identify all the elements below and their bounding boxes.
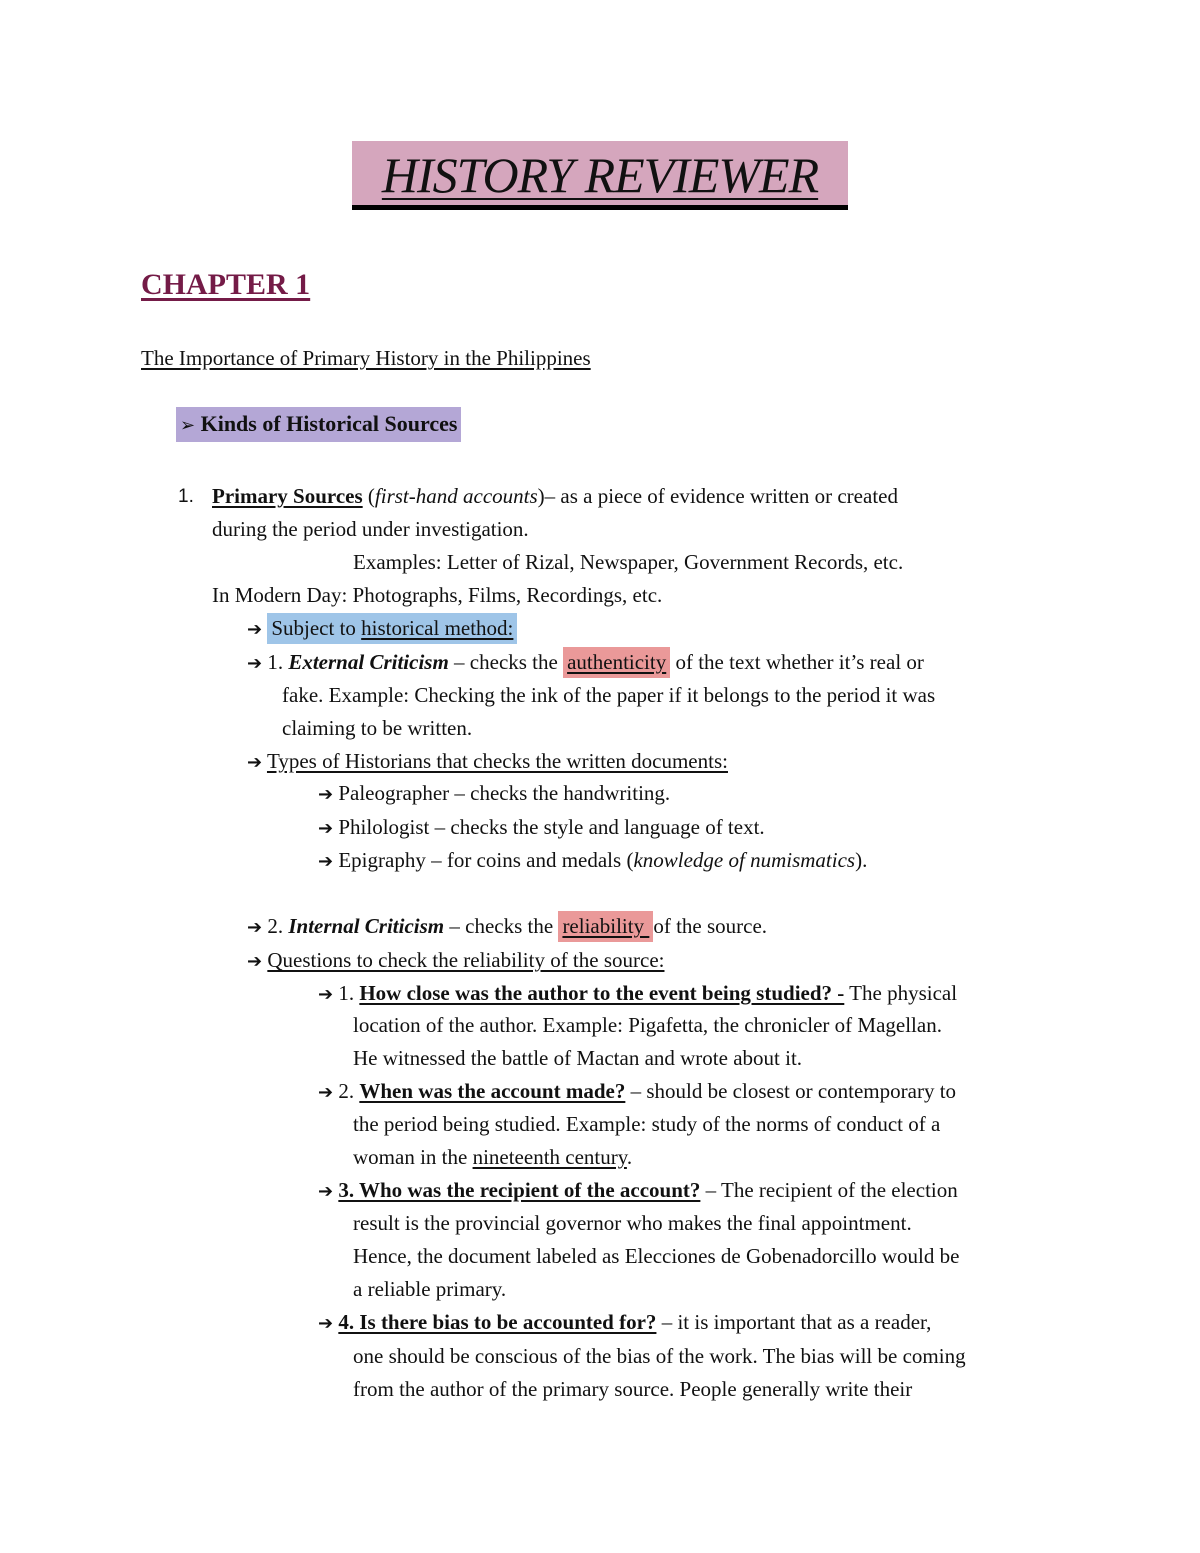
- arrow-icon: ➔: [318, 818, 334, 839]
- primary-sources-line: [212, 484, 898, 508]
- philologist-item: [318, 815, 765, 841]
- question-3-line: [318, 1178, 958, 1204]
- arrow-icon: ➔: [247, 917, 263, 938]
- authenticity-highlight: authenticity: [563, 647, 670, 678]
- q1-rest: The physical: [844, 981, 958, 1005]
- arrow-icon: ➔: [247, 951, 263, 972]
- q2-line3-end: .: [626, 1145, 633, 1169]
- historical-method-text: historical method:: [361, 616, 514, 640]
- arrow-icon: ➔: [247, 619, 263, 640]
- nineteenth-century-text: nineteenth century: [472, 1145, 627, 1169]
- q1-line2: location of the author. Example: Pigafetta, the chronicler of Magellan.: [353, 1013, 942, 1037]
- primary-sources-line2: during the period under investigation.: [212, 517, 529, 541]
- q3-line3: Hence, the document labeled as Elecciones de Gobenadorcillo would be: [353, 1244, 960, 1268]
- arrow-icon: ➔: [318, 784, 334, 805]
- paleographer-text: Paleographer – checks the handwriting.: [338, 781, 671, 805]
- q2-line2: the period being studied. Example: study of the norms of conduct of a: [353, 1112, 941, 1136]
- q2-line3: [353, 1145, 632, 1169]
- question-4: 4. Is there bias to be accounted for?: [338, 1310, 657, 1334]
- examples-line: Examples: Letter of Rizal, Newspaper, Government Records, etc.: [353, 550, 904, 574]
- question-2: When was the account made?: [359, 1079, 626, 1103]
- arrow-icon: ➔: [318, 851, 334, 872]
- primary-sources-note: first-hand accounts: [374, 484, 538, 508]
- external-mid: – checks the: [448, 650, 564, 674]
- primary-sources-rest: )– as a piece of evidence written or created: [537, 484, 898, 508]
- question-1-line: [318, 981, 957, 1007]
- bullet-arrow-icon: ➢: [180, 415, 196, 436]
- q3-line2: result is the provincial governor who makes the final appointment.: [353, 1211, 912, 1235]
- external-line3: claiming to be written.: [282, 716, 473, 740]
- chapter-heading: CHAPTER 1: [141, 268, 311, 301]
- internal-num: 2.: [267, 914, 289, 938]
- subject-line: [247, 616, 517, 642]
- paren-open: (: [362, 484, 375, 508]
- historians-heading: Types of Historians that checks the written documents:: [266, 749, 728, 773]
- q2-num: 2.: [338, 1079, 360, 1103]
- questions-heading: Questions to check the reliability of the source:: [267, 948, 665, 972]
- external-criticism-line: [247, 650, 924, 676]
- section-subtitle: The Importance of Primary History in the Philippines: [141, 346, 591, 370]
- arrow-icon: ➔: [247, 752, 263, 773]
- q2-rest: – should be closest or contemporary to: [625, 1079, 957, 1103]
- internal-criticism-line: [247, 914, 767, 940]
- internal-criticism-label: Internal Criticism: [288, 914, 445, 938]
- primary-sources-term: Primary Sources: [212, 484, 363, 508]
- philologist-text: Philologist – checks the style and language of text.: [338, 815, 765, 839]
- arrow-icon: ➔: [318, 1181, 334, 1202]
- q4-line2: one should be conscious of the bias of the work. The bias will be coming: [353, 1344, 966, 1368]
- reliability-highlight: reliability: [558, 911, 653, 942]
- modern-day-line: In Modern Day: Photographs, Films, Recordings, etc.: [212, 583, 663, 607]
- q3-rest: – The recipient of the election: [700, 1178, 958, 1202]
- arrow-icon: ➔: [318, 984, 334, 1005]
- internal-rest: of the source.: [653, 914, 768, 938]
- external-line2: fake. Example: Checking the ink of the paper if it belongs to the period it was: [282, 683, 936, 707]
- external-num: 1.: [267, 650, 289, 674]
- q1-num: 1.: [338, 981, 360, 1005]
- q4-rest: – it is important that as a reader,: [656, 1310, 932, 1334]
- q2-line3-pre: woman in the: [353, 1145, 473, 1169]
- external-criticism-label: External Criticism: [288, 650, 449, 674]
- paleographer-item: [318, 781, 670, 807]
- external-rest: of the text whether it’s real or: [670, 650, 924, 674]
- epigraphy-note: knowledge of numismatics: [633, 848, 856, 872]
- internal-mid: – checks the: [444, 914, 559, 938]
- arrow-icon: ➔: [318, 1313, 334, 1334]
- q3-line4: a reliable primary.: [353, 1277, 507, 1301]
- question-2-line: [318, 1079, 956, 1105]
- q4-line3: from the author of the primary source. People generally write their: [353, 1377, 913, 1401]
- arrow-icon: ➔: [247, 653, 263, 674]
- kinds-heading-text: Kinds of Historical Sources: [200, 411, 458, 436]
- subject-prefix: Subject to: [271, 616, 362, 640]
- list-number: 1.: [178, 486, 194, 507]
- question-1: How close was the author to the event being studied? -: [359, 981, 845, 1005]
- questions-heading-line: [247, 948, 664, 974]
- document-title: HISTORY REVIEWER: [352, 141, 848, 210]
- question-4-line: [318, 1310, 931, 1336]
- question-3: 3. Who was the recipient of the account?: [338, 1178, 701, 1202]
- epigraphy-text: Epigraphy – for coins and medals (: [338, 848, 634, 872]
- historians-heading-line: [247, 749, 728, 775]
- arrow-icon: ➔: [318, 1082, 334, 1103]
- epigraphy-item: [318, 848, 867, 874]
- q1-line3: He witnessed the battle of Mactan and wrote about it.: [353, 1046, 803, 1070]
- epigraphy-end: ).: [855, 848, 868, 872]
- kinds-heading: [176, 412, 461, 438]
